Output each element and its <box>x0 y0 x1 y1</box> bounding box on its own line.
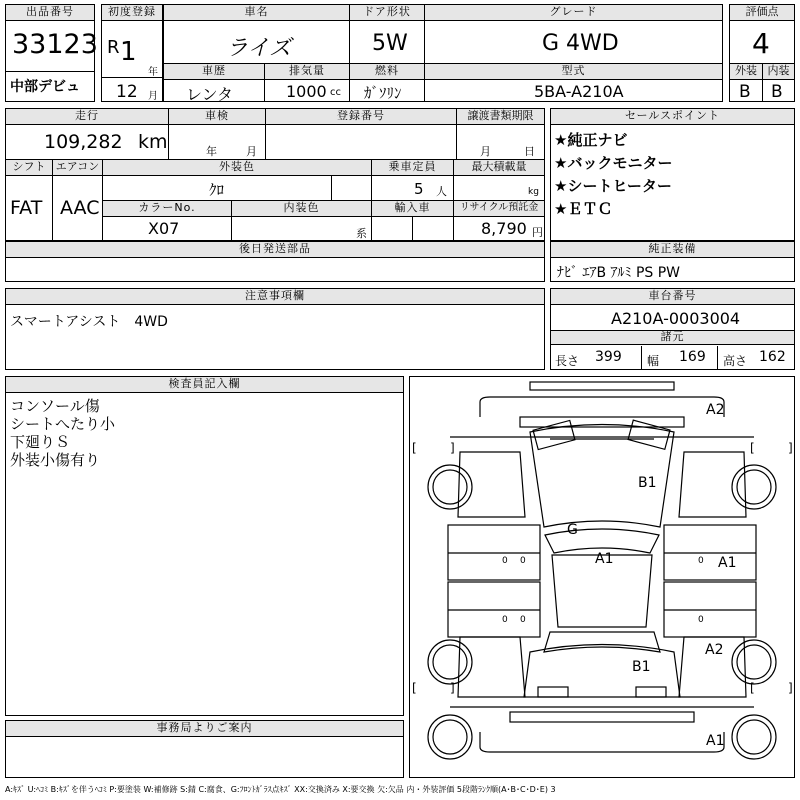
displacement-label: 排気量 <box>265 64 349 80</box>
svg-text:[: [ <box>412 441 417 455</box>
exterior-label: 外装 <box>730 64 762 80</box>
color-no-label: カラーNo. <box>103 201 231 217</box>
plate-label: 登録番号 <box>266 109 456 125</box>
inspector-line-2: シートへたり小 <box>10 415 116 433</box>
lot-label: 出品番号 <box>6 5 94 21</box>
ac-label: エアコン <box>53 160 102 176</box>
svg-text:]: ] <box>450 681 455 695</box>
score-box <box>729 4 795 102</box>
chassis-box <box>550 288 795 370</box>
inspection-month-unit: 月 <box>246 145 257 158</box>
era: R <box>107 37 120 58</box>
chassis-number: A210A-0003004 <box>611 309 741 328</box>
ac: AAC <box>60 197 100 219</box>
mileage: 109,282 <box>44 131 123 153</box>
displacement-unit: cc <box>330 87 341 98</box>
notes: スマートアシスト 4WD <box>10 314 168 330</box>
transfer-month-unit: 月 <box>480 145 491 158</box>
equipment-label: 純正装備 <box>551 242 794 258</box>
recycle-label: リサイクル預託金 <box>454 201 544 217</box>
recycle: 8,790 <box>481 219 527 238</box>
car-name: ライズ <box>226 36 292 61</box>
fuel-label: 燃料 <box>350 64 424 80</box>
interior-label: 内装 <box>763 64 794 80</box>
svg-text:]: ] <box>788 681 793 695</box>
svg-text:]: ] <box>788 441 793 455</box>
mark-b1-hood: B1 <box>638 475 657 491</box>
notes-box <box>5 288 545 370</box>
reg-year: 1 <box>120 37 137 67</box>
inspection-year-unit: 年 <box>206 145 217 158</box>
doors-label: ドア形状 <box>350 5 424 21</box>
sales-point-2: ★バックモニター <box>554 154 673 172</box>
first-reg-label: 初度登録 <box>102 5 162 21</box>
transfer-label: 譲渡書類期限 <box>457 109 544 125</box>
mark-a1-roof: A1 <box>595 551 614 567</box>
office-box <box>5 720 404 778</box>
width-label: 幅 <box>647 354 660 368</box>
lot-box <box>5 4 98 102</box>
height: 162 <box>759 349 786 365</box>
model-label: 型式 <box>425 64 722 80</box>
exterior-grade: B <box>739 82 751 102</box>
recycle-unit: 円 <box>532 226 543 239</box>
car-name-label: 車名 <box>164 5 349 21</box>
svg-text:0: 0 <box>502 615 508 625</box>
width: 169 <box>679 349 706 365</box>
svg-text:0: 0 <box>520 556 526 566</box>
score: 4 <box>752 27 770 60</box>
first-reg-box <box>101 4 163 102</box>
sales-points-label: セールスポイント <box>551 109 794 125</box>
mark-a2-front: A2 <box>706 402 725 418</box>
inspector-line-4: 外装小傷有り <box>10 451 101 469</box>
sales-point-4: ★ＥＴＣ <box>554 200 613 218</box>
sales-point-3: ★シートヒーター <box>554 177 672 195</box>
import-label: 輸入車 <box>372 201 453 217</box>
interior-grade: B <box>771 82 783 102</box>
inspector-box <box>5 376 404 716</box>
mark-g-glass: G <box>567 522 578 538</box>
doors: 5W <box>372 31 408 56</box>
length: 399 <box>595 349 622 365</box>
capacity-label: 乗車定員 <box>372 160 453 176</box>
model: 5BA-A210A <box>534 82 624 101</box>
inspection-label: 車検 <box>169 109 265 125</box>
capacity: 5 <box>414 180 424 198</box>
year-unit: 年 <box>148 67 158 78</box>
svg-text:0: 0 <box>520 615 526 625</box>
car-diagram <box>410 377 794 777</box>
mileage-label: 走行 <box>6 109 168 125</box>
color-label: 外装色 <box>103 160 371 176</box>
lot-number: 33123 <box>12 29 98 60</box>
history: レンタ <box>186 85 233 104</box>
svg-text:[: [ <box>412 681 417 695</box>
color: ｸﾛ <box>209 181 225 199</box>
main-header-box <box>163 4 723 102</box>
height-label: 高さ <box>723 354 748 368</box>
svg-text:0: 0 <box>698 556 704 566</box>
specs-label: 諸元 <box>551 331 794 345</box>
transfer-day-unit: 日 <box>524 145 535 158</box>
legend: A:ｷｽﾞ U:ﾍｺﾐ B:ｷｽﾞを伴うﾍｺﾐ P:要塗装 W:補修跡 S:錆 C:腐食、G:ﾌﾛﾝﾄｶﾞﾗｽ点ｷｽﾞ XX:交換済み X:要交換 欠:欠品 内・外装評価 5段階ﾗﾝｸ順(A･B･C･D･E) 3 <box>5 785 556 794</box>
length-label: 長さ <box>555 354 580 368</box>
grade: G 4WD <box>542 31 619 56</box>
capacity-unit: 人 <box>436 185 447 198</box>
mark-a1-right-door: A1 <box>718 555 737 571</box>
details-box <box>5 108 545 241</box>
shift: FAT <box>10 197 43 219</box>
history-label: 車歴 <box>164 64 264 80</box>
car-diagram-box <box>409 376 795 778</box>
load-unit: kg <box>528 187 539 197</box>
mark-a1-rear-bumper: A1 <box>706 733 725 749</box>
svg-text:[: [ <box>750 681 755 695</box>
later-parts-label: 後日発送部品 <box>6 242 544 258</box>
displacement: 1000 <box>286 82 327 101</box>
interior-color-unit: 系 <box>356 227 367 240</box>
svg-text:[: [ <box>750 441 755 455</box>
shift-label: シフト <box>6 160 52 176</box>
interior-color-label: 内装色 <box>232 201 371 217</box>
inspector-line-1: コンソール傷 <box>10 397 100 415</box>
mileage-unit: km <box>138 131 168 153</box>
svg-text:0: 0 <box>502 556 508 566</box>
sales-point-1: ★純正ナビ <box>554 131 628 149</box>
mark-a2-right-rear: A2 <box>705 642 724 658</box>
color-no: X07 <box>148 219 180 238</box>
svg-text:0: 0 <box>698 615 704 625</box>
fuel: ｶﾞｿﾘﾝ <box>364 84 402 102</box>
grade-label: グレード <box>425 5 722 21</box>
month-unit: 月 <box>148 91 158 102</box>
sales-points-box <box>550 108 795 241</box>
inspector-line-3: 下廻りＳ <box>10 433 71 451</box>
svg-text:]: ] <box>450 441 455 455</box>
score-label: 評価点 <box>730 5 794 21</box>
office-label: 事務局よりご案内 <box>6 721 403 737</box>
mark-b1-rear: B1 <box>632 659 651 675</box>
inspector-label: 検査員記入欄 <box>6 377 403 393</box>
equipment: ﾅﾋﾞ ｴｱB ｱﾙﾐ PS PW <box>557 265 681 281</box>
load-label: 最大積載量 <box>454 160 544 176</box>
equipment-box <box>550 241 795 282</box>
chassis-label: 車台番号 <box>551 289 794 305</box>
notes-label: 注意事項欄 <box>6 289 544 305</box>
reg-month: 12 <box>116 82 138 102</box>
venue: 中部デビュ <box>10 79 80 95</box>
later-parts-box <box>5 241 545 282</box>
